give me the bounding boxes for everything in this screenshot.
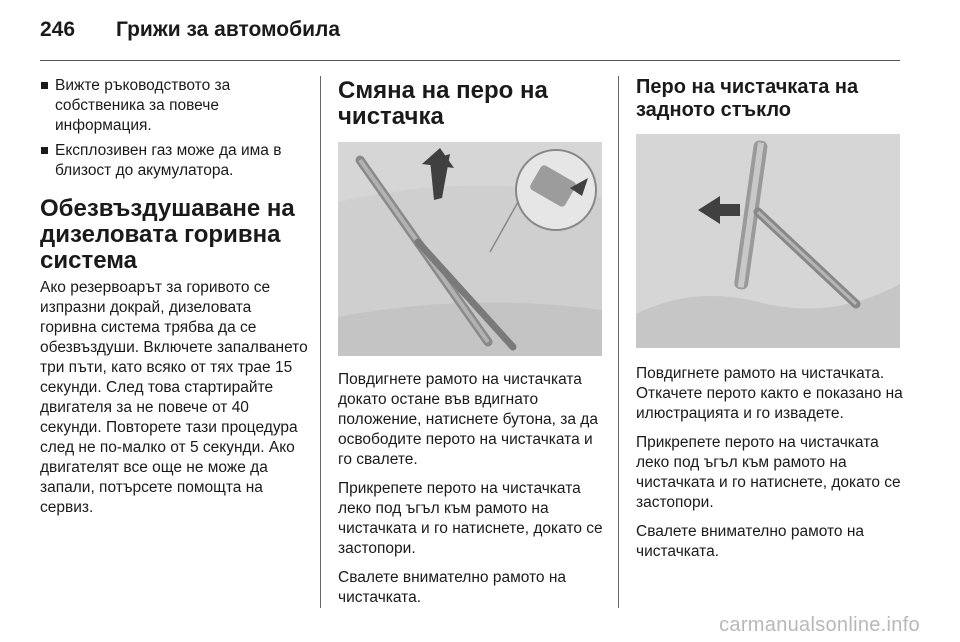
- bullet-item: [40, 141, 308, 181]
- wiper-paragraph-3: Свалете внимателно рамото на чистачката.: [338, 569, 567, 606]
- column-divider-1: [320, 76, 321, 608]
- front-wiper-illustration: [338, 142, 602, 356]
- page-header: [40, 14, 900, 50]
- bullet-list: [40, 76, 308, 181]
- wiper-paragraph-2: Прикрепете перото на чистачката леко под ъгъл към рамото на чистачката и го натиснете, докато се застопори.: [338, 480, 603, 557]
- bullet-text: Експлозивен газ може да има в близост до акумулатора.: [55, 142, 282, 179]
- column-divider-2: [618, 76, 619, 608]
- section-heading-rear-wiper: Перо на чистачката на задното стъкло: [636, 76, 859, 121]
- column-3: [636, 76, 906, 571]
- watermark: carmanualsonline.info: [719, 614, 920, 636]
- column-2: [338, 76, 606, 617]
- bullet-text: Вижте ръководството за собственика за повече информация.: [55, 77, 231, 134]
- rear-wiper-paragraph-3: Свалете внимателно рамото на чистачката.: [636, 523, 865, 560]
- page-number: 246: [40, 18, 76, 41]
- section-heading-diesel-bleeding: Обезвъздушаване на дизеловата горивна система: [40, 195, 295, 274]
- bullet-square-icon: [41, 147, 48, 154]
- rear-wiper-paragraph-2: Прикрепете перото на чистачката леко под ъгъл към рамото на чистачката и го натиснете, докато се застопори.: [636, 434, 901, 511]
- header-divider: [40, 60, 900, 61]
- page-title: Грижи за автомобила: [116, 18, 341, 41]
- rear-wiper-paragraph-1: Повдигнете рамото на чистачката. Откачете перото както е показано на илюстрацията и го извадете.: [636, 365, 903, 422]
- rear-wiper-illustration: [636, 134, 900, 348]
- column-1: [40, 76, 308, 527]
- bullet-item: [40, 76, 308, 136]
- diesel-bleeding-paragraph: Ако резервоарът за горивото се изпразни докрай, дизеловата горивна система трябва да се обезвъздуши. Включете запалването три пъти, като всяко от тях трае 15 секунди. След това стартирайте двигателя за не повече от 40 секунди. Повторете тази процедура след не по-малко от 5 секунди. Ако двигателят все още не може да запали, потърсете помощта на сервиз.: [40, 279, 308, 516]
- bullet-square-icon: [41, 82, 48, 89]
- section-heading-wiper-blade: Смяна на перо на чистачка: [338, 77, 548, 130]
- wiper-paragraph-1: Повдигнете рамото на чистачката докато остане във вдигнато положение, натиснете бутона, за да освободите перото на чистачката и го свалете.: [338, 371, 598, 468]
